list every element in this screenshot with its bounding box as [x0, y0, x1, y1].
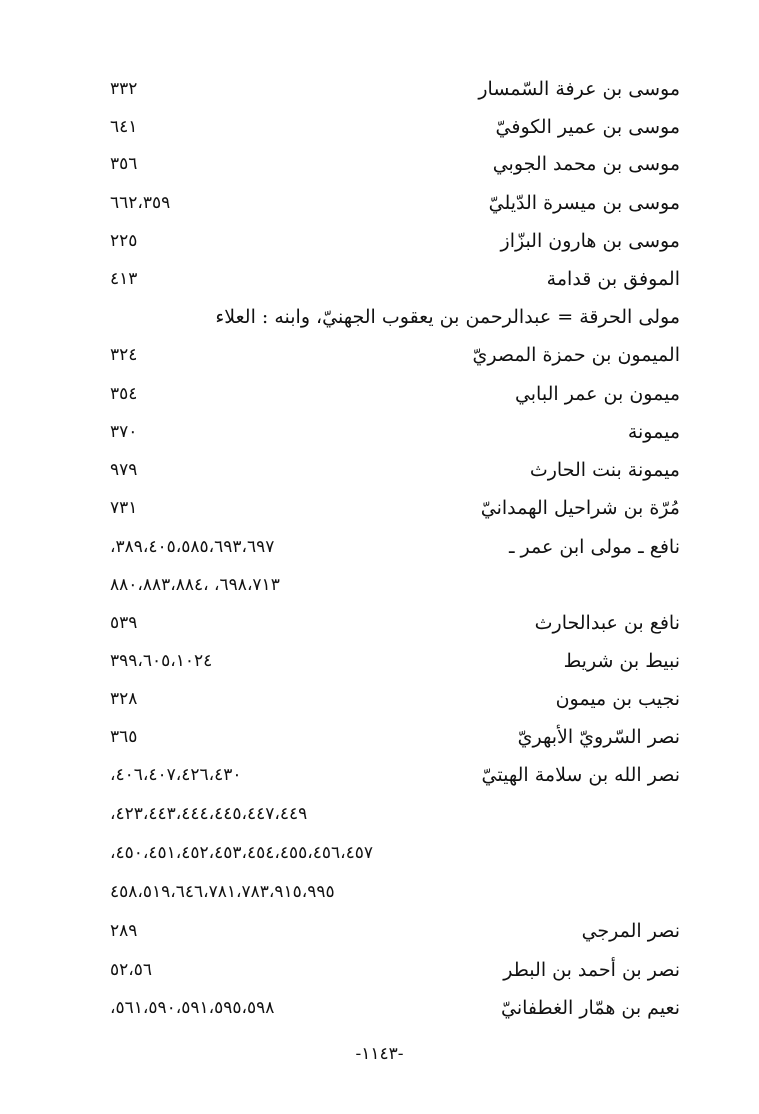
index-entry-continuation	[110, 568, 680, 602]
entry-name: نصر المرجي	[581, 920, 680, 942]
index-entry	[110, 530, 680, 564]
entry-name: نافع بن عبدالحارث	[534, 612, 680, 634]
index-entry	[110, 224, 680, 258]
index-entry-continuation	[110, 875, 680, 909]
index-entry	[110, 606, 680, 640]
entry-pages: ٦٦٢،٣٥٩	[110, 193, 171, 213]
index-entry	[110, 991, 680, 1025]
entry-pages: ٣٢٨	[110, 689, 138, 709]
index-entry	[110, 186, 680, 220]
index-entry	[110, 758, 680, 792]
index-entry	[110, 377, 680, 411]
entry-pages: ٣٧٠	[110, 422, 138, 442]
entry-pages: ٣٦٥	[110, 727, 138, 747]
entry-name: ميمونة بنت الحارث	[529, 459, 680, 481]
entry-pages: ٢٨٩	[110, 921, 138, 941]
index-entry	[110, 262, 680, 296]
entry-pages: ٤٥٨،٥١٩،٦٤٦،٧٨١،٧٨٣،٩١٥،٩٩٥	[110, 882, 335, 902]
entry-name: موسى بن هارون البزّاز	[500, 230, 680, 252]
entry-name: موسى بن عمير الكوفيّ	[495, 116, 680, 138]
entry-name: ميمون بن عمر البابي	[514, 383, 680, 405]
index-entry	[110, 953, 680, 987]
entry-name: نعيم بن همّار الغطفانيّ	[500, 997, 680, 1019]
index-entry	[110, 682, 680, 716]
entry-name: ميمونة	[627, 421, 680, 443]
index-entry	[110, 644, 680, 678]
entry-name: الموفق بن قدامة	[546, 268, 680, 290]
index-entry-continuation	[110, 797, 680, 831]
entry-name: موسى بن عرفة السّمسار	[478, 78, 680, 100]
entry-pages: ٤٥٠،٤٥١،٤٥٢،٤٥٣،٤٥٤،٤٥٥،٤٥٦،٤٥٧،	[110, 843, 374, 863]
index-entry-continuation	[110, 836, 680, 870]
index-entry	[110, 453, 680, 487]
entry-pages: ٣٨٩،٤٠٥،٥٨٥،٦٩٣،٦٩٧،	[110, 537, 275, 557]
entry-pages: ٥٣٩	[110, 613, 138, 633]
index-entry	[110, 491, 680, 525]
entry-pages: ٣٥٤	[110, 384, 138, 404]
entry-pages: ٤٢٣،٤٤٣،٤٤٤،٤٤٥،٤٤٧،٤٤٩،	[110, 804, 308, 824]
entry-name: نجيب بن ميمون	[555, 688, 680, 710]
index-entry	[110, 720, 680, 754]
entry-name: موسى بن ميسرة الدّيليّ	[488, 192, 680, 214]
index-entry	[110, 110, 680, 144]
entry-pages: ٦٩٨،٧١٣، ،٨٨٠،٨٨٣،٨٨٤	[110, 575, 280, 595]
page-number: -١١٤٣-	[355, 1044, 404, 1064]
entry-pages: ٣٣٢	[110, 79, 138, 99]
entry-name: الميمون بن حمزة المصريّ	[472, 344, 680, 366]
entry-pages: ٤١٣	[110, 269, 138, 289]
index-entry	[110, 415, 680, 449]
entry-pages: ٥٢،٥٦	[110, 960, 153, 980]
entry-pages: ٤٠٦،٤٠٧،٤٢٦،٤٣٠،	[110, 765, 242, 785]
entry-name: مولى الحرقة = عبدالرحمن بن يعقوب الجهنيّ، وابنه : العلاء	[215, 306, 680, 328]
entry-pages: ٣٩٩،٦٠٥،١٠٢٤	[110, 651, 213, 671]
entry-pages: ٢٢٥	[110, 231, 138, 251]
index-entry	[110, 72, 680, 106]
entry-name: نبيط بن شريط	[563, 650, 680, 672]
entry-name: نافع ـ مولى ابن عمر ـ	[508, 536, 680, 558]
cross-reference-entry	[110, 300, 680, 334]
entry-pages: ٩٧٩	[110, 460, 138, 480]
entry-name: موسى بن محمد الجوبي	[492, 153, 680, 175]
entry-name: نصر الله بن سلامة الهيتيّ	[481, 764, 680, 786]
entry-pages: ٧٣١	[110, 498, 138, 518]
entry-pages: ٣٢٤	[110, 345, 138, 365]
entry-name: مُرّة بن شراحيل الهمدانيّ	[480, 497, 680, 519]
entry-pages: ٥٦١،٥٩٠،٥٩١،٥٩٥،٥٩٨،	[110, 998, 275, 1018]
index-entry	[110, 914, 680, 948]
entry-pages: ٦٤١	[110, 117, 138, 137]
entry-name: نصر السّرويّ الأبهريّ	[517, 726, 680, 748]
entry-name: نصر بن أحمد بن البطر	[503, 959, 680, 981]
index-entry	[110, 147, 680, 181]
index-entry	[110, 338, 680, 372]
entry-pages: ٣٥٦	[110, 154, 138, 174]
